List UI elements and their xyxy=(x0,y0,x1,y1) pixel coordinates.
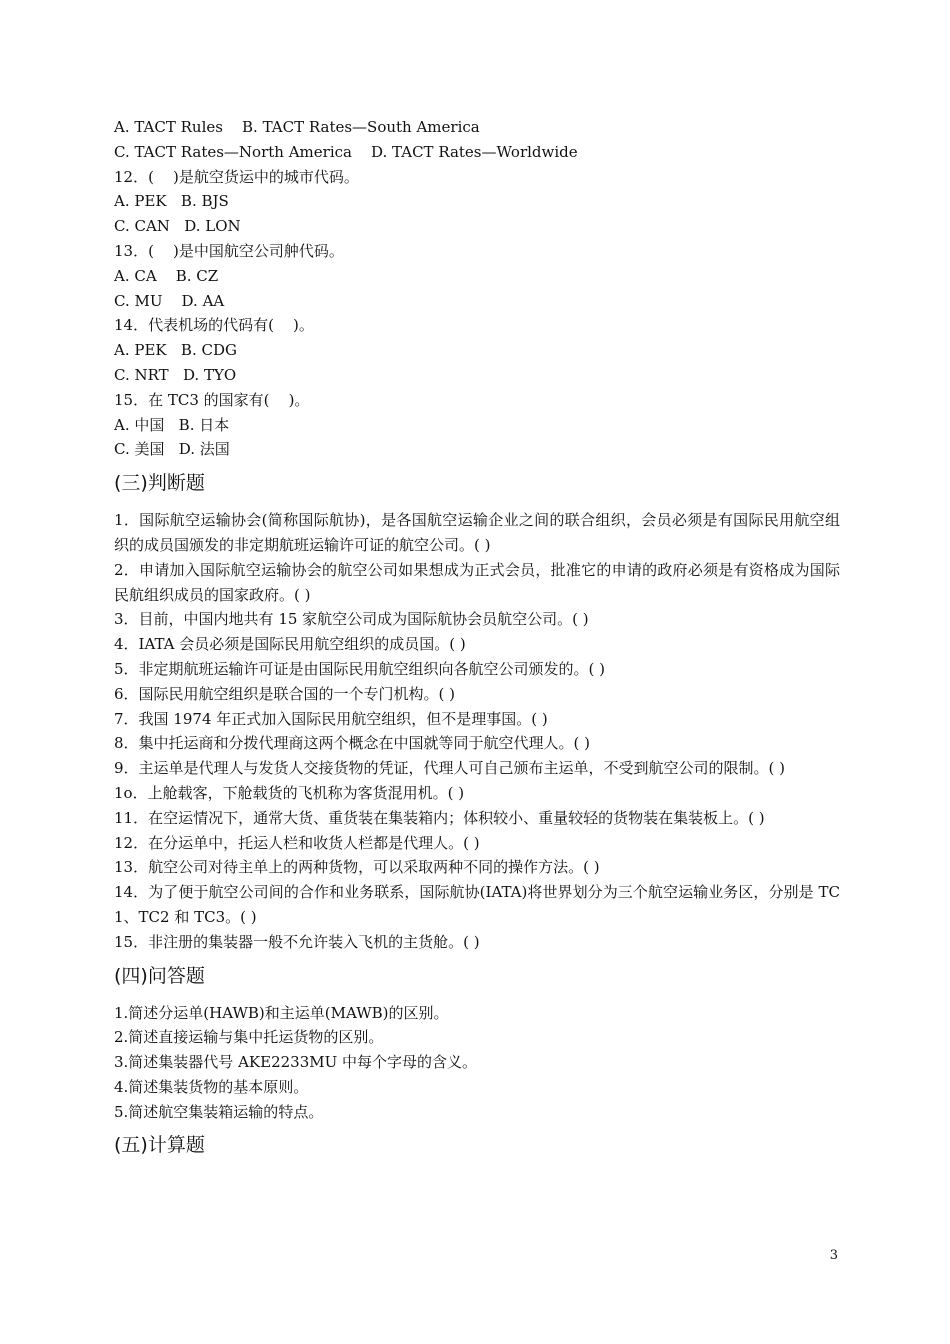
question-12: 12．( )是航空货运中的城市代码。 xyxy=(114,167,359,186)
section-heading-short-answer: (四)问答题 xyxy=(114,964,205,987)
question-12-options-line-1: A. PEK B. BJS xyxy=(114,192,229,211)
page-content xyxy=(114,115,840,1172)
question-14-options-line-2: C. NRT D. TYO xyxy=(114,365,237,384)
true-false-item: 8．集中托运商和分拨代理商这两个概念在中国就等同于航空代理人。( ) xyxy=(114,734,591,753)
true-false-item: 14．为了便于航空公司间的合作和业务联系，国际航协(IATA)将世界划分为三个航空运输业务区，分别是 TC1、TC2 和 TC3。( ) xyxy=(114,883,840,926)
short-answer-item: 1.简述分运单(HAWB)和主运单(MAWB)的区别。 xyxy=(114,1003,449,1022)
question-11-options-line-2: C. TACT Rates—North America D. TACT Rates—Worldwide xyxy=(114,142,578,161)
short-answer-item: 5.简述航空集装箱运输的特点。 xyxy=(114,1102,324,1121)
page-number: 3 xyxy=(829,1248,838,1263)
true-false-item: 1o．上舱载客，下舱载货的飞机称为客货混用机。( ) xyxy=(114,783,465,802)
true-false-item: 3．目前，中国内地共有 15 家航空公司成为国际航协会员航空公司。( ) xyxy=(114,610,589,629)
true-false-item: 11．在空运情况下，通常大货、重货装在集装箱内；体积较小、重量较轻的货物装在集装板上。( ) xyxy=(114,808,765,827)
section-heading-calculation: (五)计算题 xyxy=(114,1134,205,1157)
true-false-item: 5．非定期航班运输许可证是由国际民用航空组织向各航空公司颁发的。( ) xyxy=(114,659,606,678)
true-false-item: 1．国际航空运输协会(简称国际航协)，是各国航空运输企业之间的联合组织，会员必须是有国际民用航空组织的成员国颁发的非定期航班运输许可证的航空公司。( ) xyxy=(114,511,840,554)
section-heading-true-false: (三)判断题 xyxy=(114,472,205,495)
short-answer-item: 4.简述集装货物的基本原则。 xyxy=(114,1077,309,1096)
true-false-item: 7．我国 1974 年正式加入国际民用航空组织，但不是理事国。( ) xyxy=(114,709,548,728)
question-15: 15．在 TC3 的国家有( )。 xyxy=(114,390,310,409)
question-11-options-line-1: A. TACT Rules B. TACT Rates—South America xyxy=(114,118,480,136)
true-false-item: 2．申请加入国际航空运输协会的航空公司如果想成为正式会员，批准它的申请的政府必须是有资格成为国际民航组织成员的国家政府。( ) xyxy=(114,560,840,604)
question-14: 14．代表机场的代码有( )。 xyxy=(114,316,314,335)
true-false-item: 4．IATA 会员必须是国际民用航空组织的成员国。( ) xyxy=(114,635,466,654)
true-false-item: 12．在分运单中，托运人栏和收货人栏都是代理人。( ) xyxy=(114,833,480,852)
question-15-options-line-2: C. 美国 D. 法国 xyxy=(114,440,230,459)
question-13-options-line-2: C. MU D. AA xyxy=(114,291,225,310)
question-13: 13．( )是中国航空公司舯代码。 xyxy=(114,241,344,260)
true-false-item: 13．航空公司对待主单上的两种货物，可以采取两种不同的操作方法。( ) xyxy=(114,858,600,877)
question-13-options-line-1: A. CA B. CZ xyxy=(114,266,219,285)
true-false-item: 6．国际民用航空组织是联合国的一个专门机构。( ) xyxy=(114,684,456,703)
true-false-item: 9．主运单是代理人与发货人交接货物的凭证，代理人可自己颁布主运单，不受到航空公司的限制。( ) xyxy=(114,759,786,778)
short-answer-item: 3.简述集装器代号 AKE2233MU 中每个字母的含义。 xyxy=(114,1053,478,1072)
question-15-options-line-1: A. 中国 B. 日本 xyxy=(114,415,230,434)
short-answer-item: 2.简述直接运输与集中托运货物的区别。 xyxy=(114,1028,384,1047)
true-false-item: 15．非注册的集装器一般不允许装入飞机的主货舱。( ) xyxy=(114,932,480,951)
question-14-options-line-1: A. PEK B. CDG xyxy=(114,341,237,360)
question-12-options-line-2: C. CAN D. LON xyxy=(114,217,241,236)
